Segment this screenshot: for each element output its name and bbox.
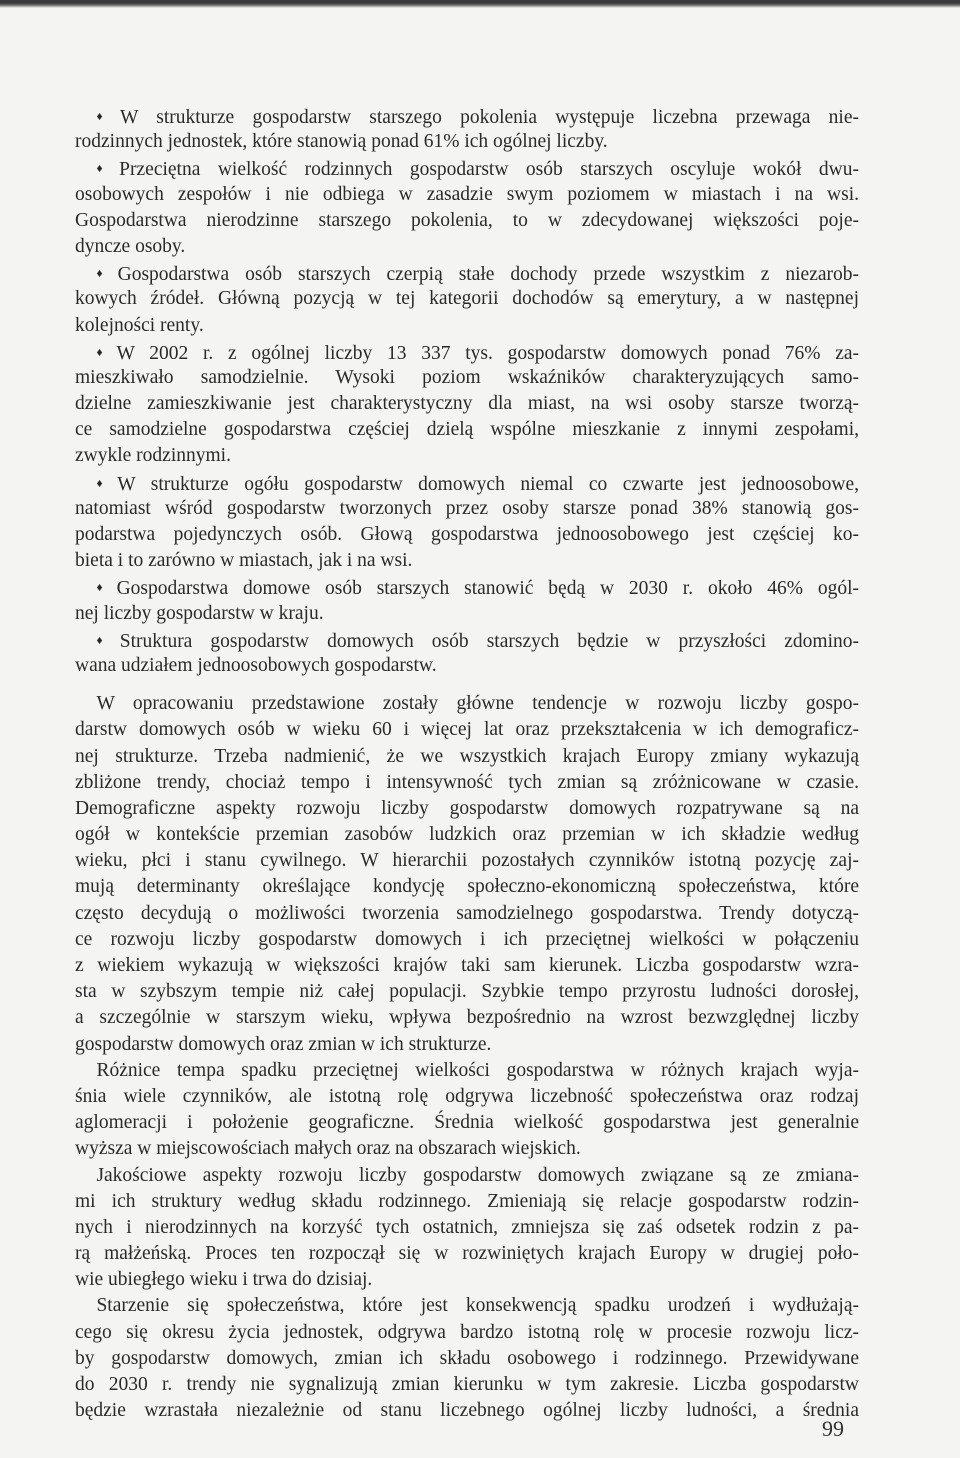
paragraph-line: darstw domowych osób w wieku 60 i więcej lat oraz przekształcenia w ich demograficz- — [75, 719, 859, 741]
paragraph-line: z wiekiem wykazują w większości krajów taki sam kierunek. Liczba gospodarstw wzra- — [75, 955, 859, 976]
paragraph-line: zbliżone trendy, chociaż tempo i intensywność tych zmian są zróżnicowane w czasie. — [75, 771, 859, 793]
line-text: Struktura gospodarstw domowych osób starszych będzie w przyszłości zdomino- — [119, 630, 859, 652]
line-text: podarstwa pojedynczych osób. Głową gospodarstwa jednoosobowego jest częściej ko- — [75, 524, 859, 545]
line-text: nej liczby gospodarstw w kraju. — [75, 602, 324, 624]
paragraph-line: mi ich struktury według składu rodzinnego. Zmieniają się relacje gospodarstw rodzin- — [75, 1190, 859, 1212]
bullet-first-line — [75, 155, 859, 181]
paragraph-line: W opracowaniu przedstawione zostały główne tendencje w rozwoju liczby gospo- — [96, 693, 859, 715]
paragraph-line: wieku, płci i stanu cywilnego. W hierarchii pozostałych czynników istotną pozycję zaj- — [75, 850, 859, 872]
line-text: Przeciętna wielkość rodzinnych gospodarstw osób starszych oscyluje wokół dwu- — [119, 159, 860, 181]
page-content — [75, 103, 859, 1424]
line-text: Gospodarstwa osób starszych czerpią stałe dochody przede wszystkim z niezarob- — [117, 264, 859, 286]
line-text: dzielne zamieszkiwanie jest charakterystyczny dla miast, na wsi osoby starsze tworzą- — [75, 393, 859, 415]
bullet-item — [75, 260, 859, 339]
line-text: mieszkiwało samodzielnie. Wysoki poziom wskaźników charakteryzujących samo- — [75, 366, 859, 388]
bullet-first-line — [75, 470, 859, 496]
bullet-item — [75, 574, 859, 626]
diamond-bullet-icon: ♦ — [96, 266, 114, 281]
paragraph-line: nych i nierodzinnych na korzyść tych ostatnich, zmniejsza się zaś odsetek rodzin z pa- — [75, 1216, 859, 1238]
line-text: Gospodarstwa domowe osób starszych stanowić będą w 2030 r. około 46% ogól- — [116, 578, 860, 600]
line-text: W strukturze gospodarstw starszego pokolenia występuje liczebna przewaga nie- — [119, 107, 859, 128]
paragraph-line: ogół w kontekście przemian zasobów ludzkich oraz przemian w ich składzie według — [75, 824, 859, 846]
paragraph-line: rą małżeńską. Proces ten rozpoczął się w rozwiniętych krajach Europy w drugiej poło- — [75, 1243, 859, 1265]
diamond-bullet-icon: ♦ — [96, 344, 113, 359]
top-scan-border — [0, 0, 960, 8]
bullet-item — [75, 470, 859, 575]
bullet-text-line — [75, 653, 859, 679]
page-number: 99 — [822, 1416, 844, 1441]
bullet-text-line — [75, 496, 859, 522]
line-text: W strukturze ogółu gospodarstw domowych niemal co czwarte jest jednoosobowe, — [117, 473, 860, 495]
line-text: ce samodzielne gospodarstwa częściej dzielą wspólne mieszkanie z innymi zespołami, — [75, 419, 859, 441]
bullet-item — [75, 627, 859, 679]
paragraph-line: ce rozwoju liczby gospodarstw domowych i ich przeciętnej wielkości w połączeniu — [75, 928, 859, 950]
bullet-first-line — [75, 627, 859, 653]
bullet-text-line — [75, 286, 859, 312]
line-text: osobowych zespołów i nie odbiega w zasadzie swym poziomem w miastach i na wsi. — [75, 183, 859, 205]
paragraph-line: śnia wiele czynników, ale istotną rolę odgrywa liczebność społeczeństwa oraz rodzaj — [75, 1085, 859, 1107]
line-text: bieta i to zarówno w miastach, jak i na wsi. — [75, 550, 413, 572]
paragraph-line: mują determinanty określające kondycję społeczno-ekonomiczną społeczeństwa, które — [75, 876, 859, 898]
bullet-text-line — [75, 522, 859, 548]
bullet-first-line — [75, 260, 859, 286]
paragraph-line: gospodarstw domowych oraz zmian w ich strukturze. — [75, 1033, 492, 1055]
paragraph — [75, 691, 859, 1058]
line-text: kowych źródeł. Główną pozycją w tej kategorii dochodów są emerytury, a w następnej — [75, 288, 859, 310]
bullet-text-line — [75, 182, 859, 208]
paragraph-line: sta w szybszym tempie niż całej populacji. Szybkie tempo przyrostu ludności dorosłej, — [75, 981, 859, 1003]
paragraph-line: wie ubiegłego wieku i trwa do dzisiaj. — [75, 1269, 373, 1291]
paragraph-line: będzie wzrastała niezależnie od stanu liczebnego ogólnej liczby ludności, a średnia — [75, 1400, 859, 1422]
paragraph-line: Jakościowe aspekty rozwoju liczby gospodarstw domowych związane są ze zmiana- — [96, 1164, 859, 1186]
paragraph-line: by gospodarstw domowych, zmian ich składu osobowego i rodzinnego. Przewidywane — [75, 1347, 859, 1369]
bullet-item — [75, 155, 859, 260]
bullet-item — [75, 103, 859, 155]
diamond-bullet-icon: ♦ — [96, 161, 116, 176]
bullet-text-line — [75, 208, 859, 234]
paragraph-line: cego się okresu życia jednostek, odgrywa bardzo istotną rolę w procesie rozwoju licz- — [75, 1321, 859, 1343]
diamond-bullet-icon: ♦ — [96, 475, 114, 490]
paragraph-line: Demograficzne aspekty rozwoju liczby gospodarstw domowych rozpatrywane są na — [75, 797, 859, 819]
line-text: zwykle rodzinnymi. — [75, 445, 231, 467]
paragraph-line: a szczególnie w starszym wieku, wpływa bezpośrednio na wzrost bezwzględnej liczby — [75, 1007, 859, 1029]
paragraph — [75, 1058, 859, 1163]
bullet-text-line — [75, 443, 859, 469]
paragraph-line: nej strukturze. Trzeba nadmienić, że we wszystkich krajach Europy zmiany wykazują — [75, 745, 859, 767]
bullet-text-line — [75, 234, 859, 260]
diamond-bullet-icon: ♦ — [96, 580, 113, 595]
line-text: dyncze osoby. — [75, 235, 186, 257]
bullet-text-line — [75, 313, 859, 339]
paragraph-line: wyższa w miejscowościach małych oraz na obszarach wiejskich. — [75, 1138, 581, 1160]
bullet-text-line — [75, 601, 859, 627]
summary-bullet-list — [75, 103, 859, 679]
line-text: wana udziałem jednoosobowych gospodarstw. — [75, 654, 437, 676]
line-text: Gospodarstwa nierodzinne starszego pokolenia, to w zdecydowanej większości poje- — [75, 209, 859, 231]
paragraph-line: często decydują o możliwości tworzenia samodzielnego gospodarstwa. Trendy dotyczą- — [75, 902, 859, 924]
bullet-first-line — [75, 574, 859, 600]
section-gap — [75, 679, 859, 691]
paragraph — [75, 1163, 859, 1294]
bullet-text-line — [75, 391, 859, 417]
bullet-text-line — [75, 548, 859, 574]
bullet-text-line — [75, 129, 859, 155]
paragraph-line: Starzenie się społeczeństwa, które jest konsekwencją spadku urodzeń i wydłużają- — [96, 1295, 859, 1317]
bullet-text-line — [75, 417, 859, 443]
diamond-bullet-icon: ♦ — [96, 109, 116, 123]
line-text: rodzinnych jednostek, które stanowią ponad 61% ich ogólnej liczby. — [75, 131, 608, 153]
paragraph-line: aglomeracji i położenie geograficzne. Średnia wielkość gospodarstwa jest generalnie — [75, 1112, 859, 1134]
line-text: natomiast wśród gospodarstw tworzonych przez osoby starsze ponad 38% stanowią gos- — [75, 497, 859, 519]
bullet-item — [75, 339, 859, 470]
line-text: W 2002 r. z ogólnej liczby 13 337 tys. gospodarstw domowych ponad 76% za- — [116, 342, 860, 364]
bullet-first-line — [75, 103, 859, 129]
paragraph — [75, 1293, 859, 1424]
bullet-text-line — [75, 365, 859, 391]
paragraph-line: Różnice tempa spadku przeciętnej wielkości gospodarstwa w różnych krajach wyja- — [96, 1059, 859, 1081]
diamond-bullet-icon: ♦ — [96, 632, 116, 647]
line-text: kolejności renty. — [75, 314, 204, 336]
body-text — [75, 691, 859, 1424]
bullet-first-line — [75, 339, 859, 365]
paragraph-line: do 2030 r. trendy nie sygnalizują zmian kierunku w tym zakresie. Liczba gospodarstw — [75, 1374, 859, 1395]
